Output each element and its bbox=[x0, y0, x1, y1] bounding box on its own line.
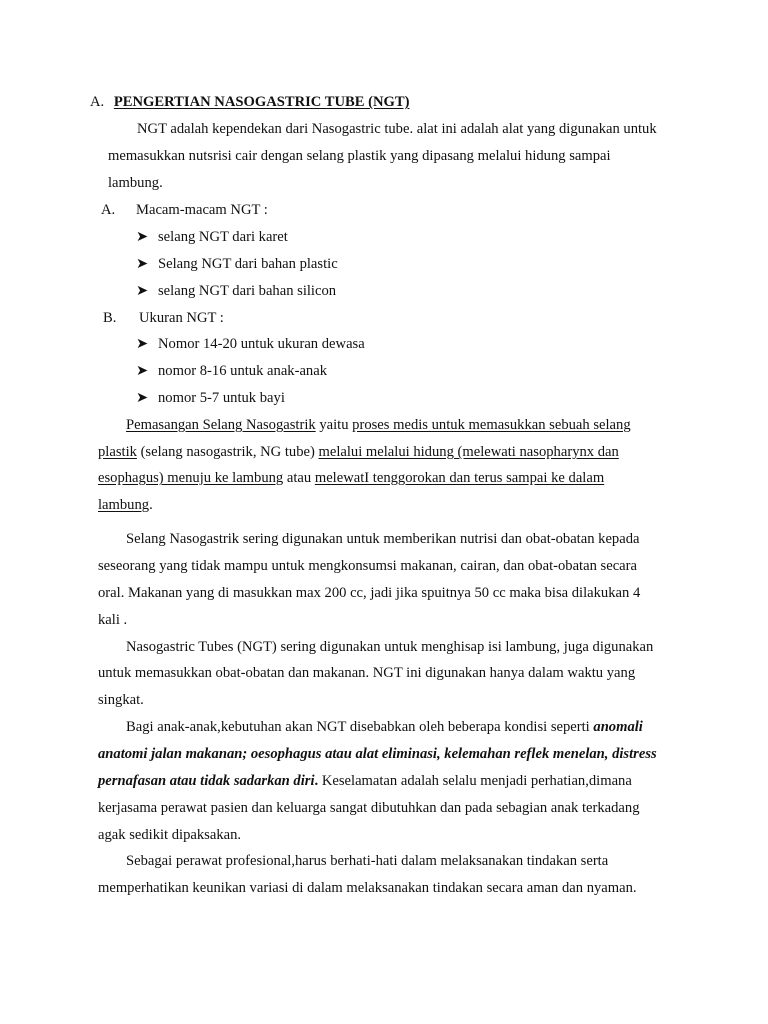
subsection-title: Macam-macam NGT : bbox=[136, 202, 268, 218]
arrowhead-bullet-icon: ➤ bbox=[136, 390, 149, 406]
paragraph-line: pernafasan atau tidak sadarkan diri. Keselamatan adalah selalu menjadi perhatian,dimana bbox=[98, 773, 632, 789]
paragraph-line: Selang Nasogastrik sering digunakan untuk memberikan nutrisi dan obat-obatan kepada bbox=[126, 531, 640, 547]
paragraph-line: oral. Makanan yang di masukkan max 200 cc, jadi jika spuitnya 50 cc maka bisa dilakukan 4 bbox=[98, 585, 641, 601]
paragraph-line: plastik (selang nasogastrik, NG tube) melalui melalui hidung (melewati nasopharynx dan bbox=[98, 444, 619, 460]
arrowhead-bullet-icon: ➤ bbox=[136, 363, 149, 379]
list-item: ➤ nomor 5-7 untuk bayi bbox=[136, 390, 285, 406]
paragraph-line: Nasogastric Tubes (NGT) sering digunakan untuk menghisap isi lambung, juga digunakan bbox=[126, 639, 654, 655]
heading-title: PENGERTIAN NASOGASTRIC TUBE (NGT) bbox=[113, 94, 410, 110]
arrowhead-bullet-icon: ➤ bbox=[136, 283, 149, 299]
paragraph-line: memperhatikan keunikan variasi di dalam melaksanakan tindakan secara aman dan nyaman. bbox=[98, 880, 637, 896]
subsection-marker: B. bbox=[103, 310, 117, 326]
subsection-title: Ukuran NGT : bbox=[139, 310, 224, 326]
intro-line: NGT adalah kependekan dari Nasogastric tube. alat ini adalah alat yang digunakan untuk bbox=[137, 121, 657, 137]
list-item: ➤ Nomor 14-20 untuk ukuran dewasa bbox=[136, 336, 365, 352]
arrowhead-bullet-icon: ➤ bbox=[136, 256, 149, 272]
paragraph-line: esophagus) menuju ke lambung atau melewatI tenggorokan dan terus sampai ke dalam bbox=[98, 470, 605, 486]
paragraph-line: untuk memasukkan obat-obatan dan makanan. NGT ini digunakan hanya dalam waktu yang bbox=[98, 665, 636, 681]
paragraph-line: Pemasangan Selang Nasogastrik yaitu proses medis untuk memasukkan sebuah selang bbox=[126, 417, 631, 433]
paragraph-line: Sebagai perawat profesional,harus berhati-hati dalam melaksanakan tindakan serta bbox=[126, 853, 609, 869]
paragraph-line: kerjasama perawat pasien dan keluarga sangat dibutuhkan dan pada sebagian anak terkadang bbox=[98, 800, 640, 816]
paragraph-line: seseorang yang tidak mampu untuk mengkonsumsi makanan, cairan, dan obat-obatan secara bbox=[98, 558, 637, 574]
heading-marker: A. bbox=[90, 94, 105, 110]
section-heading bbox=[90, 93, 409, 111]
paragraph-line: agak sedikit dipaksakan. bbox=[98, 827, 242, 843]
paragraph-line: singkat. bbox=[98, 692, 144, 708]
list-item: ➤ nomor 8-16 untuk anak-anak bbox=[136, 363, 327, 379]
subsection-marker: A. bbox=[101, 202, 116, 218]
paragraph-line: anatomi jalan makanan; oesophagus atau alat eliminasi, kelemahan reflek menelan, distress bbox=[98, 746, 657, 762]
list-item: ➤ selang NGT dari bahan silicon bbox=[136, 283, 337, 299]
list-item: ➤ selang NGT dari karet bbox=[136, 229, 288, 245]
paragraph-line: lambung. bbox=[98, 497, 153, 513]
paragraph-line: Bagi anak-anak,kebutuhan akan NGT disebabkan oleh beberapa kondisi seperti anomali bbox=[126, 719, 643, 735]
arrowhead-bullet-icon: ➤ bbox=[136, 336, 149, 352]
list-item: ➤ Selang NGT dari bahan plastic bbox=[136, 256, 338, 272]
paragraph-line: kali . bbox=[98, 612, 128, 628]
intro-line: memasukkan nutsrisi cair dengan selang plastik yang dipasang melalui hidung sampai bbox=[108, 148, 611, 164]
arrowhead-bullet-icon: ➤ bbox=[136, 229, 149, 245]
intro-line: lambung. bbox=[108, 175, 163, 191]
